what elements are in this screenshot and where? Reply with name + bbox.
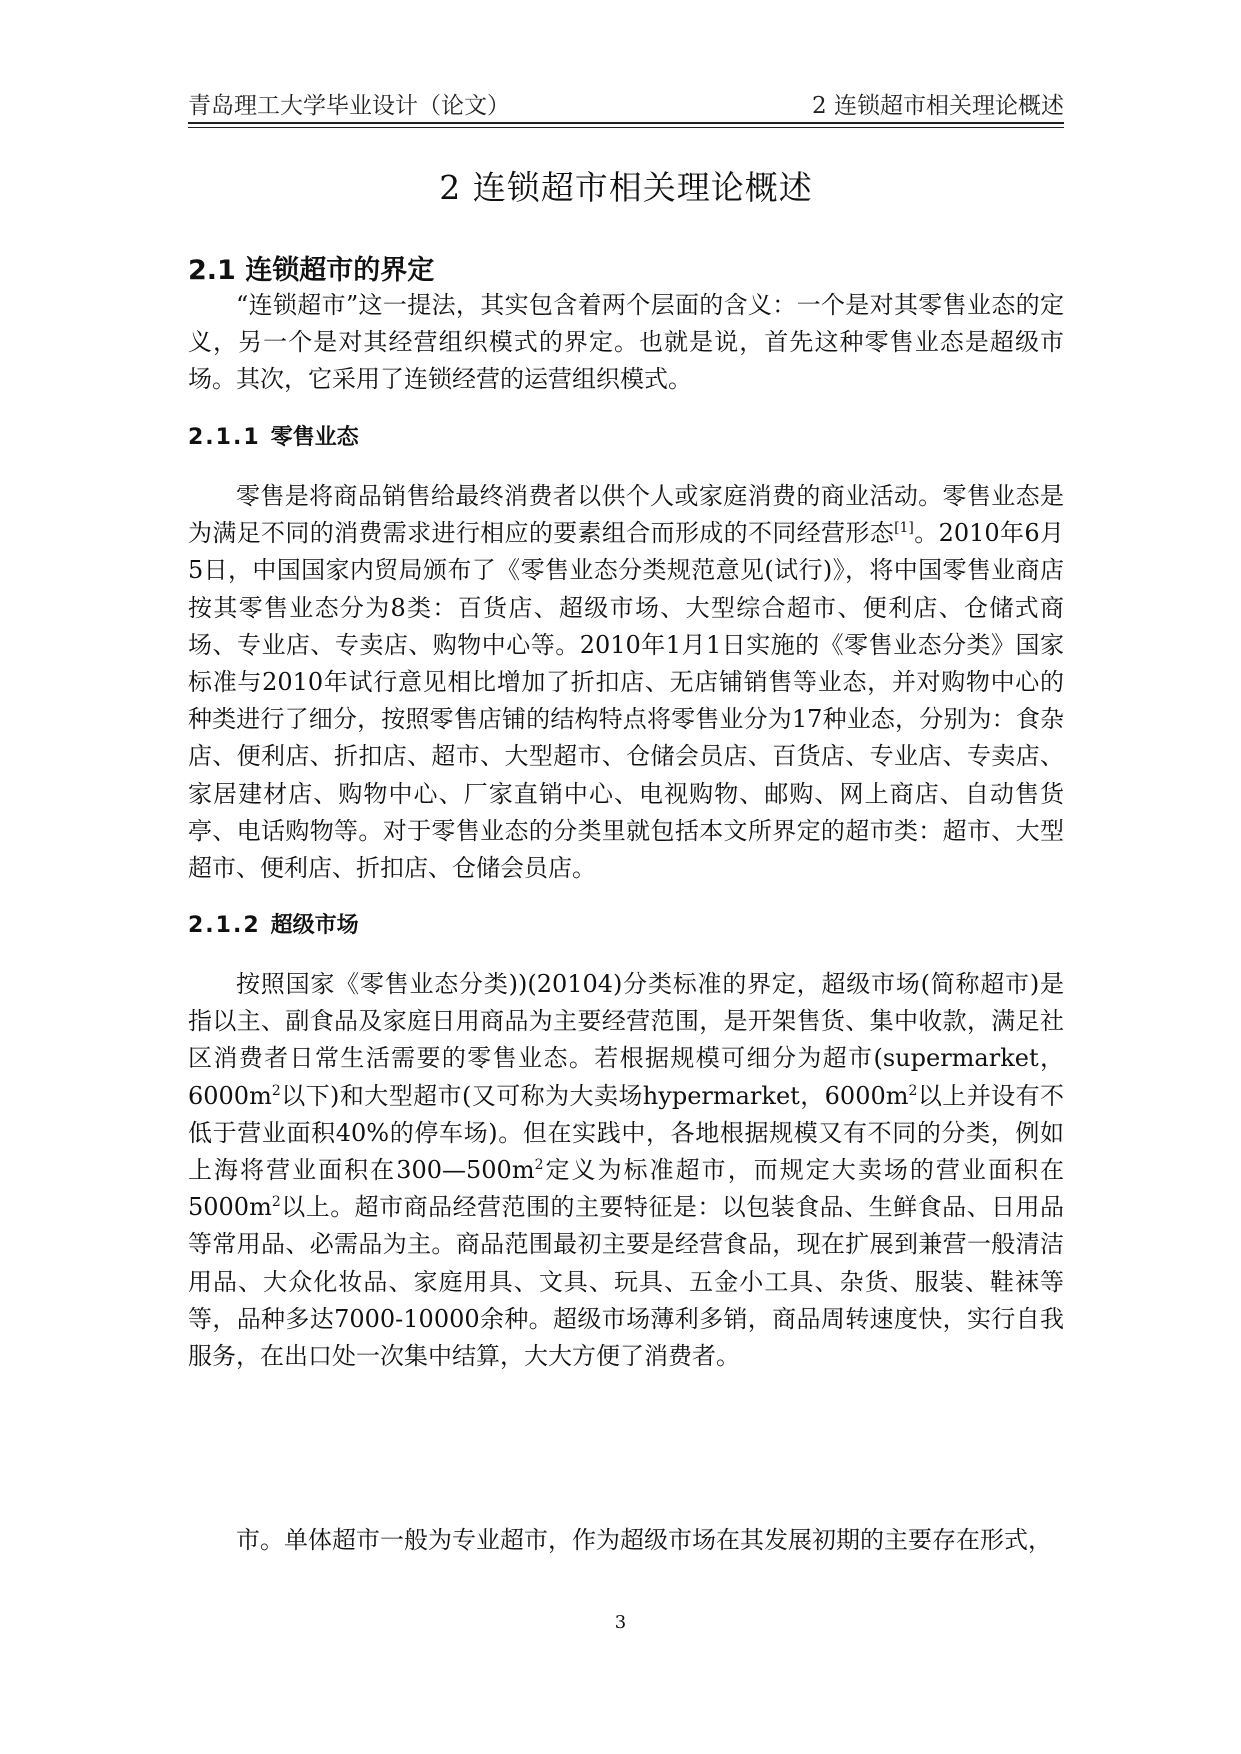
header-rule-thin: [188, 127, 1064, 128]
subsection-heading-supermarket: [188, 908, 359, 939]
subsection-number: 2.1.1: [188, 425, 261, 450]
running-header: [188, 84, 1064, 120]
continuation-paragraph: 市。单体超市一般为专业超市，作为超级市场在其发展初期的主要存在形式，: [236, 1526, 1052, 1554]
supermarket-paragraph: [188, 966, 1064, 1375]
supermarket-text-1: 按照国家《零售业态分类))(20104)分类标准的界定，超级市场(简称超市)是指以主、副食品及家庭日用商品为主要经营范围，是开架售货、集中收款，满足社区消费者日常生活需要的零售业态。若根据规模可细分为超市(supermarket，: [188, 970, 1064, 1073]
superscript-2: 2: [908, 1082, 918, 1099]
superscript-2: 2: [271, 1082, 281, 1099]
citation-ref: [1]: [894, 520, 914, 537]
subsection-number: 2.1.2: [188, 913, 261, 938]
retail-format-paragraph: [188, 478, 1064, 887]
header-left: 青岛理工大学毕业设计（论文）: [188, 93, 510, 119]
section-heading: 2.1 连锁超市的界定: [188, 255, 435, 286]
superscript-2: 2: [534, 1157, 544, 1174]
superscript-2: 2: [271, 1194, 281, 1211]
supermarket-text-5: 定义为标准超市，而规定大卖场的营业面积在5000m: [188, 1156, 1065, 1222]
supermarket-text-3: 以下)和大型超市(又可称为大卖场hypermarket，6000m: [280, 1081, 909, 1110]
retail-text-a: 零售是将商品销售给最终消费者以供个人或家庭消费的商业活动。零售业态是为满足不同的消费需求进行相应的要素组合而形成的不同经营形态: [188, 482, 1064, 548]
supermarket-text-6: 以上。超市商品经营范围的主要特征是：以包装食品、生鲜食品、日用品等常用品、必需品为主。商品范围最初主要是经营食品，现在扩展到兼营一般清洁用品、大众化妆品、家庭用具、文具、玩具、五金小工具、杂货、服装、鞋袜等等，品种多达7000-10000余种。超级市场薄利多销，商品周转速度快，实行自我服务，在出口处一次集中结算，大大方便了消费者。: [188, 1193, 1064, 1371]
supermarket-text-4: 以上并设有不低于营业面积40%的停车场)。但在实践中，各地根据规模又有不同的分类，例如上海将营业面积在300—500m: [188, 1081, 1065, 1185]
subsection-title: 超级市场: [270, 913, 359, 938]
section-intro-paragraph: “连锁超市”这一提法，其实包含着两个层面的含义：一个是对其零售业态的定义，另一个是对其经营组织模式的界定。也就是说，首先这种零售业态是超级市场。其次，它采用了连锁经营的运营组织模式。: [188, 291, 1064, 394]
retail-text-b: 。2010年6月5日，中国国家内贸局颁布了《零售业态分类规范意见(试行)》，将中国零售业商店按其零售业态分为8类：百货店、超级市场、大型综合超市、便利店、仓储式商场、专业店、专卖店、购物中心等。2010年1月1日实施的《零售业态分类》国家标准与2010年试行意见相比增加了折扣店、无店铺销售等业态，并对购物中心的种类进行了细分，按照零售店铺的结构特点将零售业分为17种业态，分别为：食杂店、便利店、折扣店、超市、大型超市、仓储会员店、百货店、专业店、专卖店、家居建材店、购物中心、厂家直销中心、电视购物、邮购、网上商店、自动售货亭、电话购物等。对于零售业态的分类里就包括本文所界定的超市类：超市、大型超市、便利店、折扣店、仓储会员店。: [188, 519, 1064, 883]
header-rule: [188, 122, 1064, 124]
supermarket-text-2: 6000m: [188, 1081, 272, 1110]
page-number: 3: [614, 1612, 627, 1633]
subsection-heading-retail-format: [188, 420, 359, 451]
chapter-title: 2 连锁超市相关理论概述: [439, 168, 813, 207]
subsection-title: 零售业态: [270, 425, 359, 450]
header-right: 2 连锁超市相关理论概述: [812, 93, 1064, 119]
